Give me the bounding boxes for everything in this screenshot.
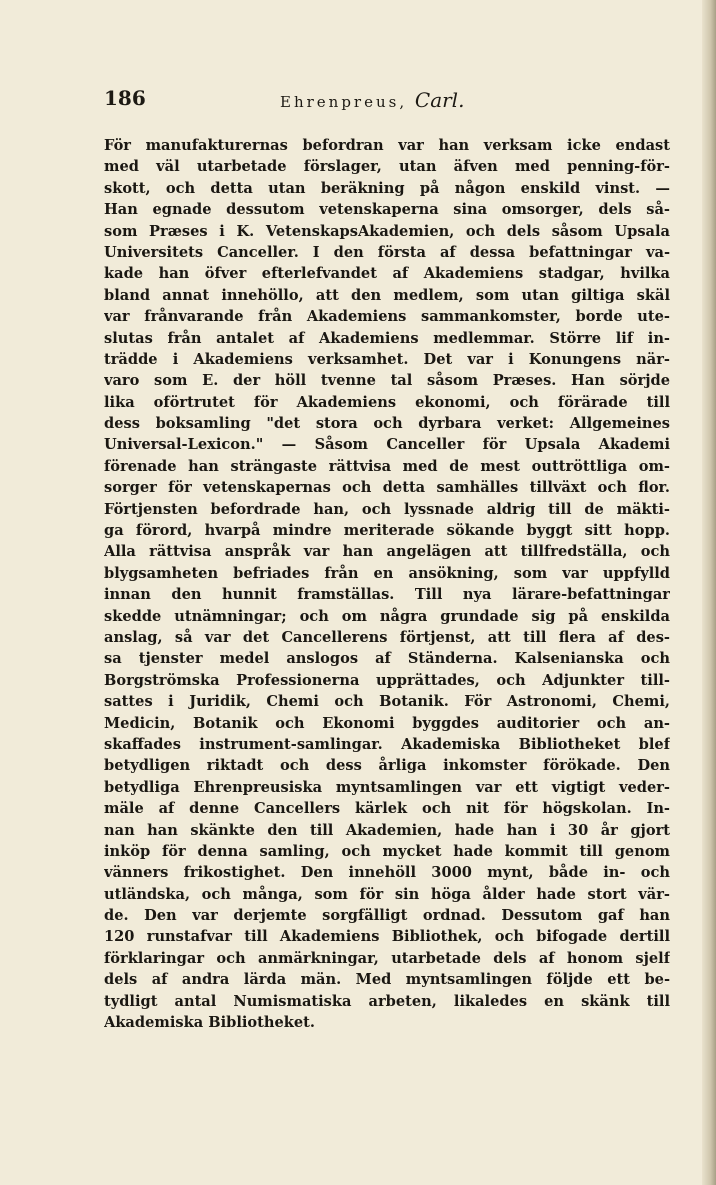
text-line: ga förord, hvarpå mindre meriterade sökande byggt sitt hopp.	[104, 522, 670, 540]
text-line: trädde i Akademiens verksamhet. Det var i Konungens när-	[104, 350, 670, 368]
text-line: betydliga Ehrenpreusiska myntsamlingen var ett vigtigt veder-	[104, 778, 670, 796]
text-line: Han egnade dessutom vetenskaperna sina omsorger, dels så-	[104, 201, 670, 219]
text-line: mäle af denne Cancellers kärlek och nit för högskolan. In-	[104, 800, 670, 818]
text-line: nan han skänkte den till Akademien, hade han i 30 år gjort	[104, 821, 670, 839]
text-line: sa tjenster medel anslogos af Ständerna. Kalsenianska och	[104, 650, 670, 668]
text-line: Medicin, Botanik och Ekonomi byggdes auditorier och an-	[104, 714, 670, 732]
text-line: Förtjensten befordrade han, och lyssnade aldrig till de mäkti-	[104, 500, 670, 518]
text-line: skott, och detta utan beräkning på någon enskild vinst. —	[104, 179, 670, 197]
text-line: sattes i Juridik, Chemi och Botanik. För Astronomi, Chemi,	[104, 693, 670, 711]
text-line: För manufakturernas befordran var han verksam icke endast	[104, 137, 670, 154]
running-head	[280, 88, 464, 112]
text-line: blygsamheten befriades från en ansökning, som var uppfylld	[104, 564, 670, 582]
text-line: betydligen riktadt och dess årliga inkomster förökade. Den	[104, 757, 670, 775]
text-line: förenade han strängaste rättvisa med de mest outtröttliga om-	[104, 457, 670, 475]
text-line: anslag, så var det Cancellerens förtjenst, att till flera af des-	[104, 628, 670, 646]
text-line: som Præses i K. VetenskapsAkademien, och dels såsom Upsala	[104, 222, 670, 240]
text-line: vänners frikostighet. Den innehöll 3000 mynt, både in- och	[104, 864, 670, 882]
running-head-subject: Carl.	[414, 88, 465, 112]
body-text	[104, 135, 670, 1033]
text-line: dess boksamling "det stora och dyrbara verket: Allgemeines	[104, 415, 670, 433]
text-line: dels af andra lärda män. Med myntsamlingen följde ett be-	[104, 971, 670, 989]
text-line: Universitets Canceller. I den första af dessa befattningar va-	[104, 243, 670, 261]
text-line: Akademiska Bibliotheket.	[104, 1014, 315, 1032]
text-line: inköp för denna samling, och mycket hade kommit till genom	[104, 842, 670, 860]
text-line: varo som E. der höll tvenne tal såsom Præses. Han sörjde	[104, 372, 670, 390]
text-line: förklaringar och anmärkningar, utarbetade dels af honom sjelf	[104, 949, 670, 967]
text-line: innan den hunnit framställas. Till nya lärare-befattningar	[104, 586, 670, 604]
text-line: tydligt antal Numismatiska arbeten, likaledes en skänk till	[104, 992, 670, 1010]
text-line: de. Den var derjemte sorgfälligt ordnad. Dessutom gaf han	[104, 907, 670, 925]
text-line: lika oförtrutet för Akademiens ekonomi, och förärade till	[104, 393, 670, 411]
text-line: slutas från antalet af Akademiens medlemmar. Större lif in-	[104, 329, 670, 347]
page-edge-shadow	[702, 0, 716, 1185]
text-line: Universal-Lexicon." — Såsom Canceller för Upsala Akademi	[104, 436, 670, 454]
text-line: sorger för vetenskapernas och detta samhälles tillväxt och flor.	[104, 479, 670, 497]
text-line: skaffades instrument-samlingar. Akademiska Bibliotheket blef	[104, 735, 670, 753]
text-line: kade han öfver efterlefvandet af Akademiens stadgar, hvilka	[104, 265, 670, 283]
text-line: utländska, och många, som för sin höga ålder hade stort vär-	[104, 885, 670, 903]
text-line: 120 runstafvar till Akademiens Bibliothek, och bifogade dertill	[104, 928, 670, 946]
running-head-name: Ehrenpreus,	[280, 93, 408, 111]
page-number: 186	[104, 86, 146, 110]
text-line: Borgströmska Professionerna upprättades, och Adjunkter till-	[104, 671, 670, 689]
text-line: bland annat innehöllo, att den medlem, som utan giltiga skäl	[104, 286, 670, 304]
text-line: skedde utnämningar; och om några grundade sig på enskilda	[104, 607, 670, 625]
text-line: Alla rättvisa anspråk var han angelägen att tillfredställa, och	[104, 543, 670, 561]
text-line: med väl utarbetade förslager, utan äfven med penning-för-	[104, 158, 670, 176]
page-header	[104, 86, 664, 116]
text-line: var frånvarande från Akademiens sammankomster, borde ute-	[104, 308, 670, 326]
